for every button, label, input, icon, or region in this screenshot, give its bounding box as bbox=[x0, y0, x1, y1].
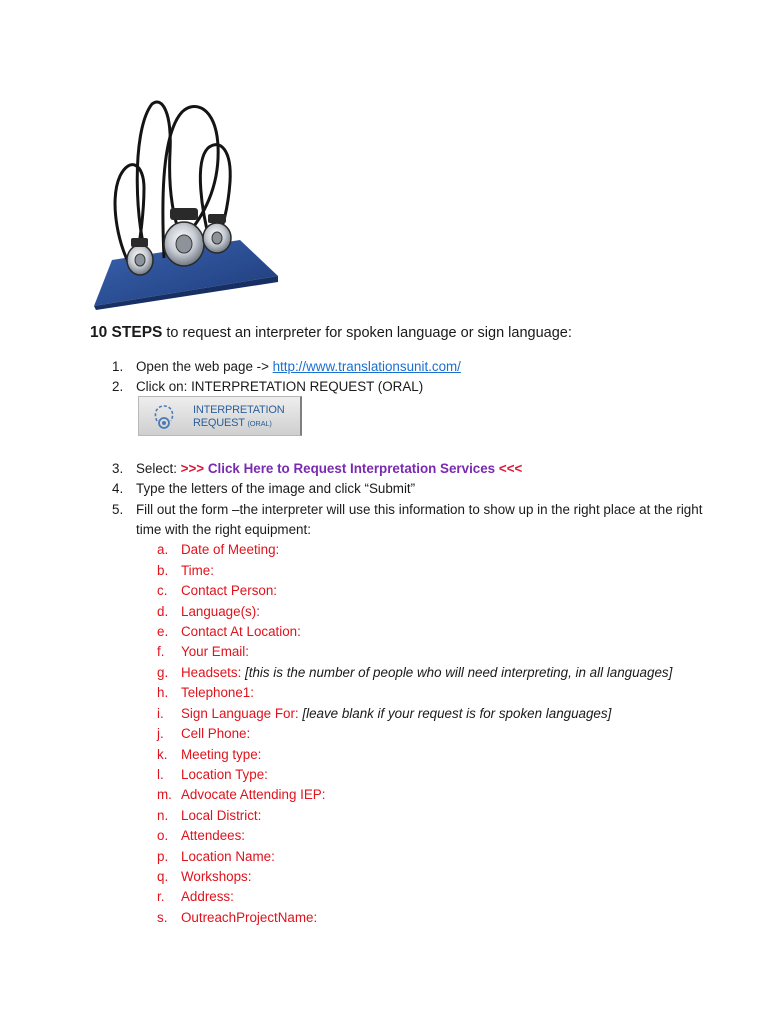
form-field-item bbox=[157, 908, 712, 928]
heading-text: to request an interpreter for spoken language or sign language: bbox=[162, 325, 572, 341]
step-number: 5. bbox=[112, 501, 124, 517]
step-2 bbox=[112, 377, 712, 397]
step-5 bbox=[112, 500, 712, 541]
field-letter: q. bbox=[157, 868, 169, 884]
field-letter: o. bbox=[157, 828, 169, 844]
button-image-line2-small: (ORAL) bbox=[247, 419, 272, 428]
form-field-item bbox=[157, 581, 712, 601]
step-3 bbox=[112, 459, 712, 479]
cta-arrows-right: <<< bbox=[498, 460, 523, 476]
field-label: Workshops: bbox=[181, 868, 252, 884]
field-label: Contact Person: bbox=[181, 583, 278, 599]
field-letter: p. bbox=[157, 848, 169, 864]
field-label: Local District: bbox=[181, 807, 262, 823]
field-letter: b. bbox=[157, 562, 169, 578]
page-heading bbox=[90, 324, 572, 342]
field-label: Language(s): bbox=[181, 603, 260, 619]
field-letter: l. bbox=[157, 766, 164, 782]
field-letter: a. bbox=[157, 542, 169, 558]
step-number: 1. bbox=[112, 359, 124, 374]
step-text: Type the letters of the image and click “Submit” bbox=[136, 481, 416, 497]
form-field-item bbox=[157, 602, 712, 622]
headset-icon bbox=[151, 403, 177, 431]
step-4 bbox=[112, 479, 712, 499]
button-image-line2-main: REQUEST bbox=[193, 417, 245, 429]
field-letter: s. bbox=[157, 909, 168, 925]
field-label: Contact At Location: bbox=[181, 624, 301, 640]
step-1 bbox=[112, 357, 712, 377]
form-fields-list bbox=[112, 540, 712, 928]
step-number: 4. bbox=[112, 481, 124, 497]
form-field-item bbox=[157, 622, 712, 642]
step-text: Click on: INTERPRETATION REQUEST (ORAL) bbox=[136, 379, 424, 395]
button-image-line1: INTERPRETATION bbox=[193, 404, 285, 416]
form-field-item bbox=[157, 785, 712, 805]
form-field-item bbox=[157, 826, 712, 846]
headset-receivers-image bbox=[90, 92, 280, 310]
step-text: Open the web page -> bbox=[136, 359, 273, 374]
field-label: Advocate Attending IEP: bbox=[181, 787, 326, 803]
form-field-item bbox=[157, 642, 712, 662]
step-number: 2. bbox=[112, 379, 124, 395]
field-label: Date of Meeting: bbox=[181, 542, 280, 558]
button-image-line2 bbox=[193, 417, 272, 429]
form-field-item bbox=[157, 704, 712, 724]
field-letter: g. bbox=[157, 664, 169, 680]
form-field-item bbox=[157, 561, 712, 581]
field-letter: n. bbox=[157, 807, 169, 823]
field-letter: i. bbox=[157, 705, 164, 721]
heading-bold: 10 STEPS bbox=[90, 324, 163, 341]
field-letter: h. bbox=[157, 685, 169, 701]
field-letter: f. bbox=[157, 644, 165, 660]
field-label: Telephone1: bbox=[181, 685, 254, 701]
website-link[interactable]: http://www.translationsunit.com/ bbox=[272, 359, 461, 374]
form-field-item bbox=[157, 847, 712, 867]
form-field-item bbox=[157, 765, 712, 785]
field-label: Address: bbox=[181, 889, 234, 905]
field-label: Location Name: bbox=[181, 848, 275, 864]
request-services-link[interactable] bbox=[181, 461, 523, 476]
field-label: Time: bbox=[181, 562, 214, 578]
form-field-item bbox=[157, 724, 712, 744]
field-letter: m. bbox=[157, 787, 172, 803]
field-letter: r. bbox=[157, 889, 165, 905]
field-label: Attendees: bbox=[181, 828, 246, 844]
field-letter: c. bbox=[157, 583, 168, 599]
field-label: Headsets: bbox=[181, 664, 242, 680]
form-field-item bbox=[157, 663, 712, 683]
form-field-item bbox=[157, 745, 712, 765]
step-number: 3. bbox=[112, 460, 124, 476]
field-label: OutreachProjectName: bbox=[181, 909, 318, 925]
form-field-item bbox=[157, 806, 712, 826]
field-note: [leave blank if your request is for spoken languages] bbox=[302, 705, 612, 721]
cta-arrows-left: >>> bbox=[180, 460, 205, 476]
form-field-item bbox=[157, 887, 712, 907]
form-field-item bbox=[157, 867, 712, 887]
form-field-item bbox=[157, 683, 712, 703]
steps-list bbox=[112, 357, 712, 928]
field-label: Your Email: bbox=[181, 644, 249, 660]
field-letter: e. bbox=[157, 624, 169, 640]
field-label: Cell Phone: bbox=[181, 726, 251, 742]
field-label: Meeting type: bbox=[181, 746, 262, 762]
form-field-item bbox=[157, 540, 712, 560]
field-note: [this is the number of people who will need interpreting, in all languages] bbox=[245, 664, 673, 680]
field-label: Sign Language For: bbox=[181, 705, 299, 721]
field-label: Location Type: bbox=[181, 766, 268, 782]
step-text: Select: bbox=[136, 460, 181, 476]
interpretation-request-button-image bbox=[138, 396, 302, 436]
field-letter: k. bbox=[157, 746, 168, 762]
step-text: Fill out the form –the interpreter will use this information to show up in the right place at the right time with the right equipment: bbox=[136, 501, 703, 538]
cta-label: Click Here to Request Interpretation Services bbox=[207, 460, 496, 476]
field-letter: j. bbox=[157, 726, 164, 742]
field-letter: d. bbox=[157, 603, 169, 619]
